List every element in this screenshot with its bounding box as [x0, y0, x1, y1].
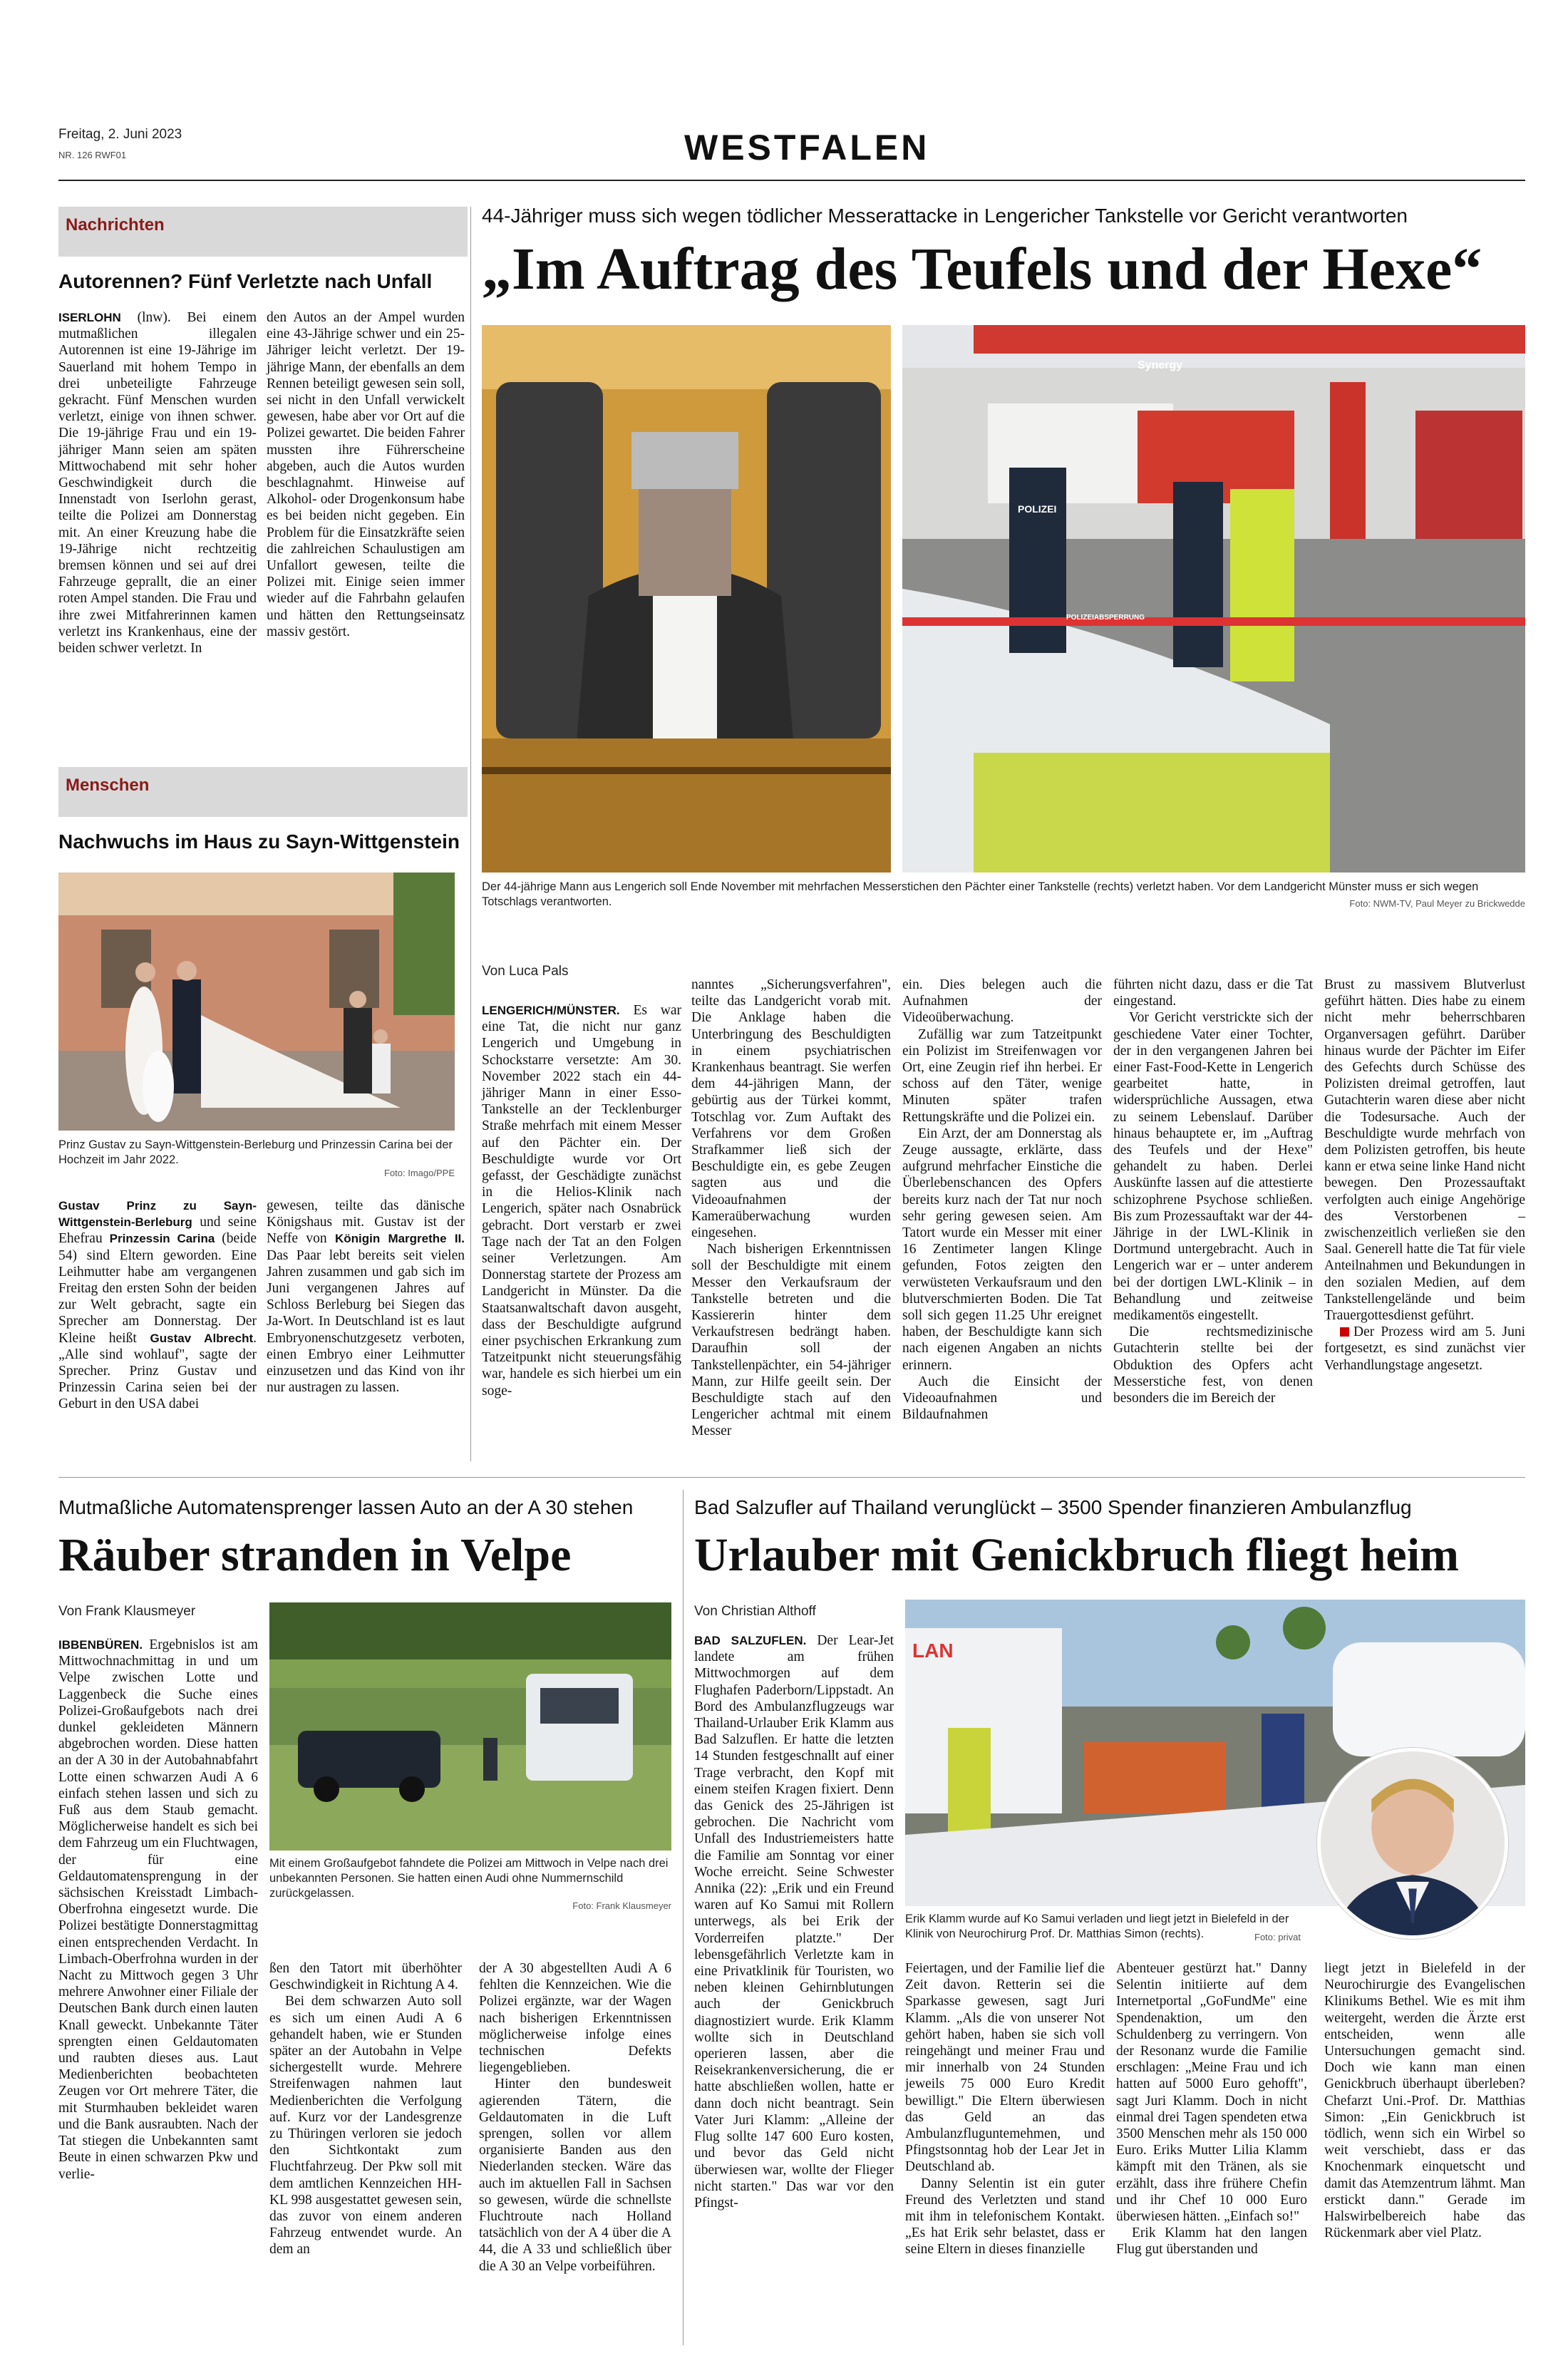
- section-title: WESTFALEN: [684, 128, 930, 168]
- doctor-portrait: [1317, 1748, 1508, 1939]
- rubric-menschen: Menschen: [58, 767, 468, 817]
- nachrichten-title: Autorennen? Fünf Verletzte nach Unfall: [58, 270, 433, 292]
- synergy-sign: Synergy: [1138, 359, 1183, 371]
- main-caption: Der 44-jährige Mann aus Lengerich soll Ende November mit mehrfachen Messerstichen den Pächter einer Tankstelle (rechts) verletzt haben. Vor dem Landgericht Münster muss er sich wegen Totschlags verantworten.: [482, 880, 1479, 908]
- velpe-col2: ßen den Tatort mit überhöhter Geschwindigkeit in Richtung A 4. Bei dem schwarzen Auto soll es sich um einen Audi A 6 gehandelt haben, wie er Stunden später an der Autobahn in Velpe sichergestellt wurde. Mehrere Streifenwagen nahmen laut Medienberichten die Verfolgung auf. Kurz vor der Landesgrenze zu Thüringen verloren sie jedoch den Sichtkontakt zum Fluchtfahrzeug. Der Pkw soll mit dem amtlichen Kennzeichen HH-KL 998 ausgestattet gewesen sein, das zuvor von einem anderen Fahrzeug entwendet wurde. An dem an: [269, 1961, 462, 2258]
- main-col2: nanntes „Sicherungsverfahren", teilte das Landgericht vorab mit. Die Anklage haben die Unterbringung des Beschuldigten in einem psychiatrischen Krankenhaus beantragt. Sie werfen dem 44-jährigen Mann, der gebürtig aus der Türkei kommt, Totschlag vor. Zum Auftakt des Verfahrens vor dem Großen Strafkammer ließ sich der Beschuldigte ein, es gebe Zeugen sagten aus und die Videoaufnahmen der Kameraüberwachung wurden eingesehen. Nach bisherigen Erkenntnissen soll der Beschuldigte mit einem Messer den Verkaufsraum der Tankstelle betreten und die Kassiererin hinter dem Verkaufstresen bedrängt haben. Daraufhin soll der Tankstellenpächter, ein 54-jähriger Mann, zur Hilfe geeilt sein. Der Beschuldigte stach auf den Lengericher achtmal mit einem Messer: [691, 977, 891, 1439]
- velpe-headline: Räuber stranden in Velpe: [58, 1529, 572, 1581]
- velpe-kicker: Mutmaßliche Automatensprenger lassen Auto an der A 30 stehen: [58, 1496, 634, 1518]
- velpe-credit: Foto: Frank Klausmeyer: [572, 1900, 671, 1911]
- salzuflen-byline: Von Christian Althoff: [694, 1604, 816, 1619]
- menschen-caption: Prinz Gustav zu Sayn-Wittgenstein-Berleburg und Prinzessin Carina bei der Hochzeit im Jahr 2022.: [58, 1138, 453, 1166]
- bottom-divider: [683, 1490, 684, 2345]
- section-divider: [58, 1477, 1525, 1478]
- ambulance-sign: LAN: [912, 1640, 954, 1662]
- wedding-photo: [58, 873, 455, 1131]
- menschen-col1: Gustav Prinz zu Sayn-Wittgenstein-Berleburg und seine Ehefrau Prinzessin Carina (beide 54) sind Eltern geworden. Eine Leihmutter habe am vergangenen Freitag den ersten Sohn der beiden zur Welt gebracht, sagte ein Sprecher am Donnerstag. Der Kleine heißt Gustav Albrecht. „Alle sind wohlauf", sagte der Sprecher. Prinz Gustav und Prinzessin Carina seien bei der Geburt in den USA dabei: [58, 1199, 257, 1412]
- court-photo: [482, 325, 891, 873]
- salzuflen-col2: Feiertagen, und der Familie lief die Zeit davon. Retterin sei die Sparkasse gewesen, sagt Juri Klamm. „Als die von unserer Not gehört haben, haben sie sich voll reingehängt und meiner Frau und mir innerhalb von 24 Stunden jeweils 75 000 Euro Kredit bewilligt." Die Eltern überwiesen das Geld an das Ambulanzfluguntemehmen, und Pfingstsonntag hob der Lear Jet in Deutschland ab. Danny Selentin ist ein guter Freund des Verletzten und stand mit ihm in telefonischem Kontakt. „Es hat Erik sehr belastet, dass er seine Eltern in dieses finanzielle: [905, 1961, 1105, 2258]
- salzuflen-col4: liegt jetzt in Bielefeld in der Neurochirurgie des Evangelischen Klinikums Bethel. Wie es mit ihm weitergeht, werden die Ärzte erst entscheiden, wenn alle Untersuchungen gemacht sind. Doch wie kann man einen Genickbruch überhaupt überleben? Chefarzt Uni.-Prof. Dr. Matthias Simon: „Ein Genickbruch ist tödlich, wenn sich ein Wirbel so weit verschiebt, dass er das Knochenmark einquetscht und damit das Atemzentrum lähmt. Man erstickt dann." Gerade im Halswirbelbereich habe das Rückenmark aber viel Platz.: [1324, 1961, 1525, 2241]
- velpe-col1: IBBENBÜREN. Ergebnislos ist am Mittwochnachmittag in und um Velpe zwischen Lotte und Laggenbeck die Suche eines Polizei-Großaufgebots nach drei dunkel gekleideten Männern abgebrochen worden. Diese hatten an der A 30 in der Autobahnabfahrt Lotte einen schwarzen Audi A 6 einfach stehen lassen und sich zu Fuß aus dem Staub gemacht. Möglicherweise handelt es sich bei dem Fahrzeug um ein Fluchtwagen, der für eine Geldautomatensprengung in der sächsischen Kreisstadt Limbach-Oberfrohna eingesetzt wurde. Die Polizei bestätigte Donnerstagmittag einen entsprechenden Verdacht. In Limbach-Oberfrohna wurden in der Nacht zu Mittwoch gegen 3 Uhr mehrere Anwohner einer Filiale der Deutschen Bank durch einen lauten Knall geweckt. Unbekannte Täter sprengten einen Geldautomaten und raubten dieses aus. Laut Medienberichten beobachteten Zeugen vor Ort mehrere Täter, die mit Sturmhauben bekleidet waren und die Bank ausraubten. Nach der Tat stiegen die Unbekannten samt Beute in einen schwarzen Pkw und verlie-: [58, 1637, 259, 2182]
- salzuflen-kicker: Bad Salzufler auf Thailand verunglückt – 3500 Spender finanzieren Ambulanzflug: [694, 1496, 1412, 1518]
- velpe-byline: Von Frank Klausmeyer: [58, 1604, 196, 1619]
- salzuflen-col3: Abenteuer gestürzt hat." Danny Selentin initiierte auf dem Internetportal „GoFundMe" eine Spendenaktion, um den Schuldenberg zu verringern. Von der Resonanz wurde die Familie erschlagen: „Meine Frau und ich hatten auf 5000 Euro gehofft", sagt Juri Klamm. Doch in nicht einmal drei Tagen spendeten etwa 3500 Menschen mehr als 150 000 Euro. Eriks Mutter Lilia Klamm kämpft mit den Tränen, als sie erzählt, dass ihre frühere Chefin und ihr Chef 10 000 Euro überwiesen hätten. „Einfach so!" Erik Klamm hat den langen Flug gut überstanden und: [1116, 1961, 1307, 2258]
- main-col3: ein. Dies belegen auch die Aufnahmen der Videoüberwachung. Zufällig war zum Tatzeitpunkt ein Polizist im Streifenwagen vor Ort, eine Zeugin rief ihn herbei. Er schoss auf den Täter, wenige Minuten später trafen Rettungskräfte und die Polizei ein. Ein Arzt, der am Donnerstag als Zeuge aussagte, erklärte, dass aufgrund mehrfacher Einstiche die Überlebenschancen des Opfers bereits kurz nach der Tat nur noch sehr gering gewesen seien. Am Tatort wurde ein Messer mit einer 16 Zentimeter langen Klinge gefunden, Fotos zeigten den verwüsteten Verkaufsraum und den blutverschmierten Boden. Die Tat soll sich gegen 11.25 Uhr ereignet haben, der Beschuldigte kann sich nach eigenen Angaben an nichts erinnern. Auch die Einsicht der Videoaufnahmen und Bildaufnahmen: [902, 977, 1102, 1423]
- main-credit: Foto: NWM-TV, Paul Meyer zu Brickwedde: [1349, 898, 1525, 909]
- salzuflen-caption: Erik Klamm wurde auf Ko Samui verladen und liegt jetzt in Bielefeld in der Klinik von Neurochirurg Prof. Dr. Matthias Simon (rechts).: [905, 1913, 1289, 1940]
- main-headline: „Im Auftrag des Teufels und der Hexe“: [482, 236, 1482, 302]
- column-divider: [470, 207, 471, 1461]
- gas-station-photo: [902, 325, 1525, 873]
- main-kicker: 44-Jähriger muss sich wegen tödlicher Messerattacke in Lengericher Tankstelle vor Gericht verantworten: [482, 205, 1408, 227]
- salzuflen-credit: Foto: privat: [1254, 1932, 1301, 1942]
- dateline-lead: ISERLOHN: [58, 311, 121, 324]
- main-byline: Von Luca Pals: [482, 964, 569, 979]
- police-vest-label: POLIZEI: [1018, 503, 1057, 515]
- nachrichten-col1: ISERLOHN (lnw). Bei einem mutmaßlichen illegalen Autorennen ist eine 19-Jährige im Sauerland mit hohem Tempo in drei unbeteiligte Fahrzeuge gekracht. Fünf Menschen wurden verletzt, einige von ihnen schwer. Die 19-jährige Frau und ein 19-jähriger Mann seien am späten Mittwochabend mit sehr hoher Geschwindigkeit durch die Innenstadt von Iserlohn gerast, teilte die Polizei am Donnerstag mit. An einer Kreuzung habe die 19-Jährige nicht rechtzeitig bremsen können und sei auf drei Fahrzeuge geprallt, die an einer roten Ampel standen. Die Frau und ihre zwei Mitfahrerinnen kamen verletzt ins Krankenhaus, eine der beiden schwer verletzt. In: [58, 310, 257, 657]
- menschen-col2: gewesen, teilte das dänische Königshaus mit. Gustav ist der Neffe von Königin Margrethe II. Das Paar lebt bereits seit vielen Jahren zusammen und gab sich im Juni vergangenen Jahres auf Schloss Berleburg bei Siegen das Ja-Wort. In Deutschland ist es laut Embryonenschutzgesetz verboten, einen Embryo einer Leihmutter einzusetzen und das Kind von ihr nur austragen zu lassen.: [267, 1198, 465, 1396]
- police-tape: POLIZEIABSPERRUNG: [1066, 614, 1145, 622]
- velpe-col3: der A 30 abgestellten Audi A 6 fehlten die Kennzeichen. Wie die Polizei ergänzte, war der Wagen nach bisherigen Erkenntnissen möglicherweise infolge eines technischen Defekts liegengeblieben. Hinter den bundesweit agierenden Tätern, die Geldautomaten in die Luft sprengen, sollen vor allem organisierte Banden aus den Niederlanden stecken. Wäre das auch im aktuellen Fall in Sachsen so gewesen, würde die schnellste Fluchtroute nach Holland tatsächlich von der A 4 über die A 44, die A 33 und schließlich über die A 30 an Velpe vorbeiführen.: [479, 1961, 671, 2274]
- salzuflen-headline: Urlauber mit Genickbruch fliegt heim: [694, 1529, 1460, 1581]
- date: Freitag, 2. Juni 2023: [58, 127, 182, 142]
- nachrichten-col2: den Autos an der Ampel wurden eine 43-Jährige schwer und ein 25-Jähriger leicht verletzt. Der 19-jährige Mann, der ebenfalls an dem Rennen beteiligt gewesen sein soll, sei nicht in den Unfall verwickelt gewesen, habe aber vor Ort auf die Polizei gewartet. Die beiden Fahrer mussten ihre Führerscheine abgeben, auch die Autos wurden beschlagnahmt. Hinweise auf Alkohol- oder Drogenkonsum habe es bei beiden nicht gegeben. Ein Problem für die Einsatzkräfte seien die zahlreichen Schaulustigen am Unfallort gewesen, teilte die Polizei mit. Einige seien immer wieder auf die Fahrbahn gelaufen und hätten den Rettungseinsatz massiv gestört.: [267, 310, 465, 639]
- velpe-photo: [269, 1602, 671, 1851]
- rubric-nachrichten: Nachrichten: [58, 207, 468, 257]
- menschen-title: Nachwuchs im Haus zu Sayn-Wittgenstein: [58, 830, 460, 853]
- end-marker: [1340, 1327, 1349, 1337]
- issue-number: NR. 126 RWF01: [58, 150, 127, 160]
- velpe-caption: Mit einem Großaufgebot fahndete die Polizei am Mittwoch in Velpe nach drei unbekannten Personen. Sie hatten einen Audi ohne Nummernschild zurückgelassen.: [269, 1857, 669, 1900]
- salzuflen-col1: BAD SALZUFLEN. Der Lear-Jet landete am frühen Mittwochmorgen auf dem Flughafen Paderborn/Lippstadt. An Bord des Ambulanzflugzeugs war Thailand-Urlauber Erik Klamm aus Bad Salzuflen. Er hatte die letzten 14 Stunden festgeschnallt auf einer Trage verbracht, den Kopf mit einem steifen Kragen fixiert. Denn das Genick des 25-Jährigen ist gebrochen. Die Nachricht vom Unfall des Industriemeisters hatte die Familie am Sonntag vor einer Woche erreicht. Seine Schwester Annika (22): „Erik und ein Freund waren auf Ko Samui mit Rollern unterwegs, als bei Erik der Vorderreifen platzte." Der lebensgefährlich Verletzte kam in eine Privatklinik für Touristen, wo neben kleinen Gehirnblutungen auch der Genickbruch diagnostiziert wurde. Erik Klamm wollte sich in Deutschland operieren lassen, aber die Reisekrankenversicherung, die er hatte abschließen wollen, hatte er dann doch nicht beantragt. Sein Vater Juri Klamm: „Alleine der Flug sollte 147 600 Euro kosten, und bevor das Geld nicht überwiesen war, wollte der Flieger nicht starten." Das war vor den Pfingst-: [694, 1633, 894, 2210]
- main-col5: Brust zu massivem Blutverlust geführt hätten. Dies habe zu einem nicht mehr beherrschbaren Organversagen geführt. Darüber hinaus wurde der Pächter im Eifer des Gefechts durch Schüsse des Polizisten dreimal getroffen, laut Gutachterin waren diese aber nicht die Todesursache. Auch der Beschuldigte wurde mehrfach von dem Polizisten getroffen, bis heute kann er etwa seine linke Hand nicht bewegen. Den Prozessauftakt verfolgten auch einige Angehörige des Verstorbenen – zwischenzeitlich verließen sie den Saal. Generell hatte die Tat für viele Anteilnahmen und Bekundungen in den sozialen Medien, auf dem Tankstellengelände und beim Trauergottesdienst geführt. Der Prozess wird am 5. Juni fortgesetzt, es sind zunächst vier Verhandlungstage angesetzt.: [1324, 977, 1525, 1373]
- header-rule: [58, 180, 1525, 181]
- menschen-credit: Foto: Imago/PPE: [384, 1168, 455, 1178]
- main-col4: führten nicht dazu, dass er die Tat eingestand. Vor Gericht verstrickte sich der geschiedene Vater einer Tochter, der in den vergangenen Jahren bei einer Fast-Food-Kette in Lengerich gearbeitet hatte, in widersprüchliche Aussagen, etwa zu seinem Lebenslauf. Darüber hinaus behauptete er, im „Auftrag des Teufels und der Hexe" gehandelt zu haben. Derlei Auskünfte lassen auf die attestierte schizophrene Psychose schließen. Bis zum Prozessauftakt war der 44-Jährige in der LWL-Klinik in Dortmund untergebracht. Auch in Lengerich war er – unter anderem bei der dortigen LWL-Klinik – in Behandlung und zeitweise medikamentös eingestellt. Die rechtsmedizinische Gutachterin stellte bei der Obduktion des Opfers acht Messerstiche fest, von denen besonders die im Bereich der: [1113, 977, 1313, 1406]
- main-col1: LENGERICH/MÜNSTER. Es war eine Tat, die nicht nur ganz Lengerich und Umgebung in Schockstarre versetzte: Am 30. November 2022 stach ein 44-jähriger Mann in einer Esso-Tankstelle an der Tecklenburger Straße mehrfach mit einem Messer auf den Pächter ein. Der Beschuldigte wurde vor Ort gefasst, der Geschädigte zunächst in die Helios-Klinik nach Lengerich, später nach Osnabrück gebracht. Dort verstarb er zwei Tage nach der Tat an den Folgen seiner Verletzungen. Am Donnerstag startete der Prozess am Landgericht in Münster. Da die Staatsanwaltschaft davon ausgeht, dass der Beschuldigte aufgrund einer psychischen Erkrankung zum Tatzeitpunkt nicht steuerungsfähig war, handele es sich hierbei um ein soge-: [482, 1003, 682, 1399]
